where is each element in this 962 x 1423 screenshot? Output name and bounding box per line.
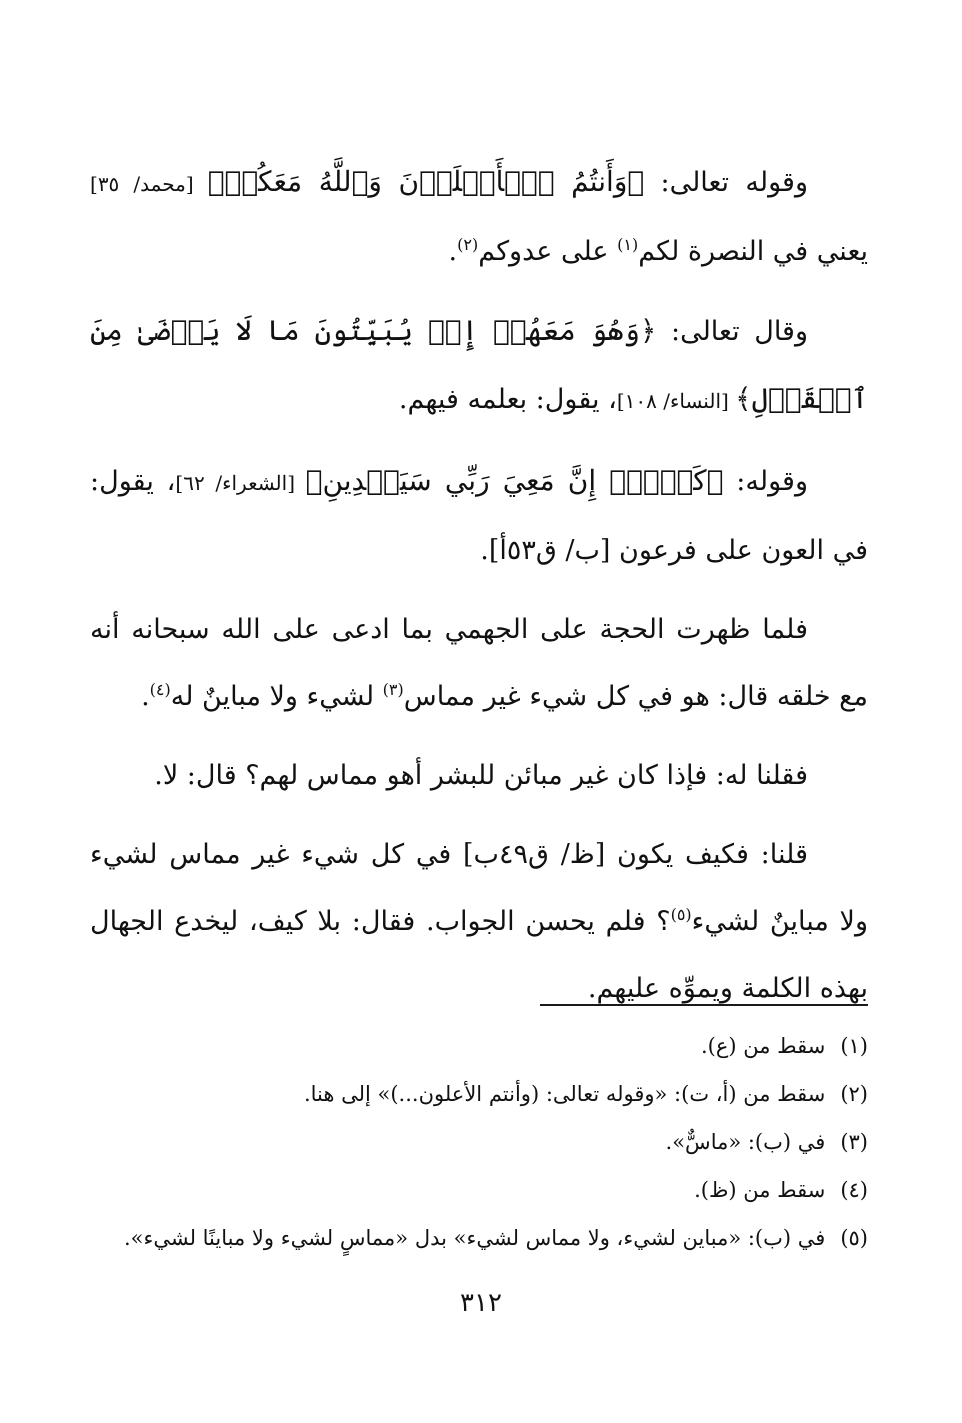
paragraph-3 [90,447,868,584]
paragraph-text: . [141,681,150,712]
footnote-text: سقط من (ظ). [694,1178,826,1202]
paragraph-4 [90,596,868,730]
footnote-number: (١) [840,1034,868,1058]
paragraph-2 [90,297,868,435]
quran-verse: ﴿وَهُوَ مَعَهُمۡ إِذۡ يُبَيِّتُونَ مَا لَا يَرۡضَىٰ مِنَ ٱلۡقَوۡلِ﴾ [90,314,868,415]
page-number: ٣١٢ [460,1288,502,1318]
verse-reference: [الشعراء/ ٦٢] [175,471,306,495]
paragraph-text: قلنا: فكيف يكون [ظ/ ق٤٩ب] في كل شيء غير مماس لشيء ولا مباينٌ لشيء [90,839,868,937]
verse-reference: [النساء/ ١٠٨] [616,389,736,413]
paragraph-text: على عدوكم [478,236,618,267]
quran-verse: ﴿وَأَنتُمُ ٱلۡأَعۡلَوۡنَ وَٱللَّهُ مَعَكُمۡ﴾ [207,165,645,198]
paragraph-text: فلما ظهرت الحجة على الجهمي بما ادعى على الله سبحانه أنه مع خلقه قال: هو في كل شيء غير مماس [90,614,868,712]
footnote-item [90,1070,868,1118]
paragraph-lead: وقوله تعالى: [644,167,808,198]
footnote-text: في (ب): «مباين لشيء، ولا مماس لشيء» بدل «مماسٍ لشيء ولا مباينًا لشيء». [123,1226,826,1250]
paragraph-6 [90,821,868,1022]
footnote-item [90,1118,868,1166]
paragraph-1 [90,148,868,285]
paragraph-lead: وقال تعالى: [656,316,808,347]
footnote-number: (٣) [840,1130,868,1154]
footnote-text: سقط من (ع). [700,1034,826,1058]
footnote-marker[interactable]: (٤) [149,680,171,699]
footnote-number: (٤) [840,1178,868,1202]
paragraph-5 [90,742,868,809]
footnote-item [90,1214,868,1262]
paragraph-text: ؟ فلم يحسن الجواب. فقال: بلا كيف، ليخدع الجهال بهذه الكلمة ويموِّه عليهم. [90,906,868,1004]
quran-verse: ﴿كَلَّآۖ إِنَّ مَعِيَ رَبِّي سَيَهۡدِينِ﴾ [305,464,724,497]
footnote-separator [540,1004,868,1006]
footnote-item [90,1166,868,1214]
paragraph-text: يعني في النصرة لكم [638,236,868,267]
paragraph-text: ، يقول: بعلمه فيهم. [398,384,617,415]
paragraph-text: فقلنا له: فإذا كان غير مبائن للبشر أهو مماس لهم؟ قال: لا. [154,760,808,791]
verse-reference: [محمد/ ٣٥] [90,172,208,196]
footnotes-list [90,1022,868,1262]
footnote-number: (٢) [840,1082,868,1106]
footnote-marker[interactable]: (٣) [382,680,404,699]
paragraph-text: . [448,236,458,267]
main-text [90,148,868,1034]
paragraph-text: ، يقول: في العون على فرعون [ب/ ق٥٣أ]. [90,466,868,566]
footnote-text: سقط من (أ، ت): «وقوله تعالى: (وأنتم الأعلون...)» إلى هنا. [303,1082,826,1106]
footnote-item [90,1022,868,1070]
paragraph-lead: وقوله: [723,466,808,497]
footnote-number: (٥) [840,1226,868,1250]
footnote-text: في (ب): «ماسٌّ». [665,1130,826,1154]
footnote-marker[interactable]: (٥) [670,905,692,924]
paragraph-text: لشيء ولا مباينٌ له [170,681,383,712]
footnote-marker[interactable]: (٢) [457,235,479,254]
footnote-marker[interactable]: (١) [617,235,639,254]
